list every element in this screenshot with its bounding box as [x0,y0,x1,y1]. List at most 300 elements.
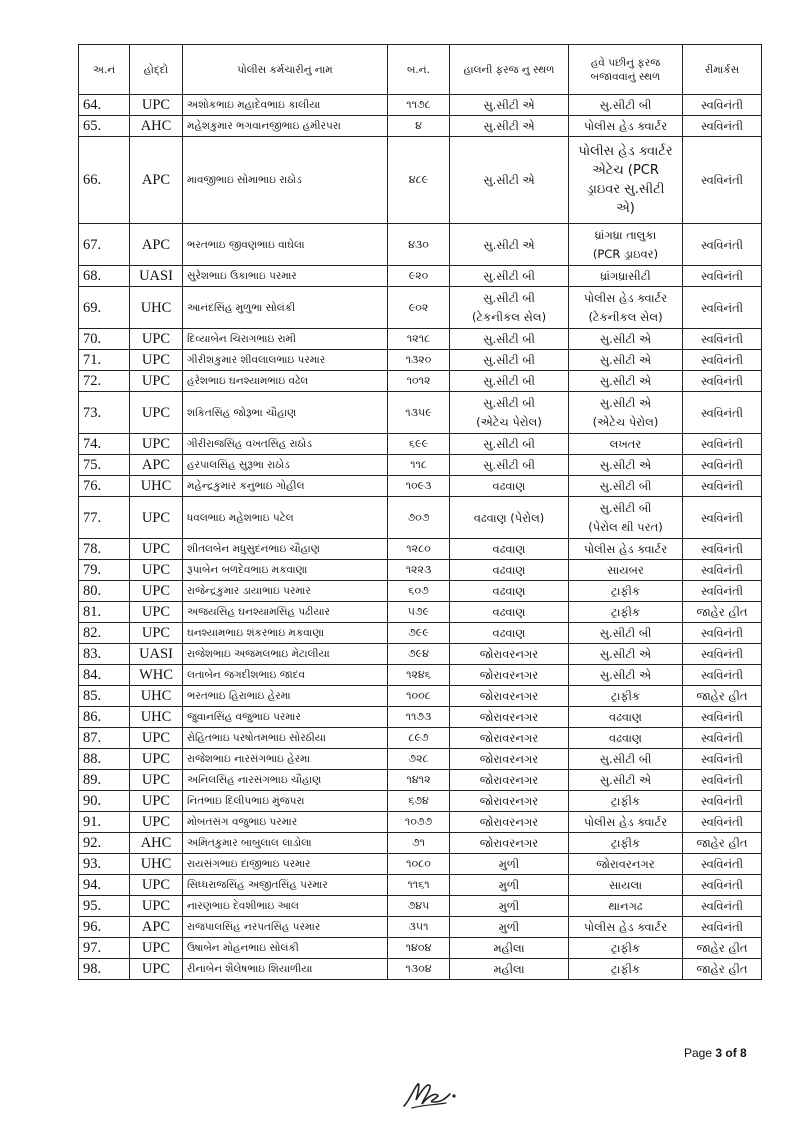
name-cell: નિતભાઇ દિલીપભાઇ મુંજપરા [183,791,388,812]
remarks-cell: સ્વવિનંતી [683,812,762,833]
next-posting-line: એ) [616,201,635,216]
current-posting-line: સુ.સીટી બી [483,374,535,388]
buckle-number-cell: ૭૨૮ [388,749,450,770]
next-posting-line: સુ.સીટી એ [599,773,652,787]
remarks-cell: જાહેર હીત [683,686,762,707]
serial-cell: 96. [79,917,130,938]
current-posting-cell [450,539,569,560]
next-posting-cell [569,938,683,959]
serial-cell: 83. [79,644,130,665]
remarks-cell: જાહેર હીત [683,602,762,623]
current-posting-cell [450,791,569,812]
remarks-cell: સ્વવિનંતી [683,623,762,644]
buckle-number-cell: ૧૦૭૭ [388,812,450,833]
next-posting-line: ટ્રાફીક [610,794,641,808]
serial-cell: 84. [79,665,130,686]
current-posting-line: સુ.સીટી બી [483,269,535,283]
post-cell: UPC [130,434,183,455]
name-cell: સુરેશભાઇ ઉકાભાઇ પરમાર [183,266,388,287]
next-posting-line: સાયબર [607,563,644,577]
table-row [79,938,762,959]
serial-cell: 68. [79,266,130,287]
next-posting-line: ટ્રાફીક [610,584,641,598]
current-posting-line: જોરાવરનગર [479,668,539,682]
post-cell: UASI [130,644,183,665]
name-cell: મહેન્દ્રકુમાર કનુભાઇ ગોહીલ [183,476,388,497]
remarks-cell: સ્વવિનંતી [683,770,762,791]
current-posting-cell [450,497,569,539]
table-row [79,728,762,749]
next-posting-line: (એટેચ પેરોલ) [592,414,659,429]
name-cell: ઘનશ્યામભાઇ શંકરભાઇ મકવાણા [183,623,388,644]
serial-cell: 71. [79,350,130,371]
current-posting-line: જોરાવરનગર [479,731,539,745]
remarks-cell: સ્વવિનંતી [683,917,762,938]
current-posting-cell [450,224,569,266]
remarks-cell: સ્વવિનંતી [683,644,762,665]
next-posting-line: પોલીસ હેડ ક્વાર્ટર [583,542,668,556]
buckle-number-cell: ૧૩૦૪ [388,959,450,980]
table-row [79,665,762,686]
buckle-number-cell: ૬૦૭ [388,581,450,602]
next-posting-cell [569,392,683,434]
current-posting-cell [450,116,569,137]
name-cell: રાજેશભાઇ અજમલભાઇ મેટાલીયા [183,644,388,665]
serial-cell: 72. [79,371,130,392]
current-posting-cell [450,665,569,686]
buckle-number-cell: ૭૪૫ [388,896,450,917]
post-cell: UPC [130,329,183,350]
current-posting-line: વઢવાણ [492,584,526,598]
next-posting-cell [569,770,683,791]
next-posting-cell [569,644,683,665]
post-cell: UPC [130,728,183,749]
post-cell: UPC [130,497,183,539]
buckle-number-cell: ૧૨૮૦ [388,539,450,560]
current-posting-line: વઢવાણ [492,605,526,619]
post-cell: UPC [130,560,183,581]
table-row [79,329,762,350]
next-posting-line: સુ.સીટી બી [599,98,652,112]
next-posting-cell [569,434,683,455]
next-posting-cell [569,224,683,266]
serial-cell: 65. [79,116,130,137]
remarks-cell: સ્વવિનંતી [683,728,762,749]
table-row [79,392,762,434]
serial-cell: 69. [79,287,130,329]
next-posting-cell [569,455,683,476]
serial-cell: 76. [79,476,130,497]
table-row [79,455,762,476]
buckle-number-cell: ૪ [388,116,450,137]
serial-cell: 97. [79,938,130,959]
buckle-number-cell: ૧૩૫૯ [388,392,450,434]
name-cell: ધવલભાઇ મહેશભાઇ પટેલ [183,497,388,539]
post-cell: UPC [130,896,183,917]
current-posting-cell [450,728,569,749]
name-cell: ભરતભાઇ જીવણભાઇ વાઘેલા [183,224,388,266]
buckle-number-cell: ૭૯૪ [388,644,450,665]
post-cell: UHC [130,476,183,497]
current-posting-cell [450,707,569,728]
table-row [79,707,762,728]
header-buckle-number: બ.નં. [388,45,450,95]
header-serial: અ.નં [79,45,130,95]
post-cell: UPC [130,392,183,434]
next-posting-cell [569,875,683,896]
current-posting-cell [450,749,569,770]
current-posting-line: જોરાવરનગર [479,794,539,808]
buckle-number-cell: ૮૯૭ [388,728,450,749]
current-posting-line: મુળી [498,899,520,913]
current-posting-line: મુળી [498,920,520,934]
post-cell: APC [130,917,183,938]
serial-cell: 79. [79,560,130,581]
buckle-number-cell: ૧૧૬૧ [388,875,450,896]
current-posting-line: જોરાવરનગર [479,710,539,724]
table-row [79,371,762,392]
next-posting-cell [569,728,683,749]
current-posting-line: સુ.સીટી બી [483,437,535,451]
table-row [79,770,762,791]
serial-cell: 81. [79,602,130,623]
post-cell: UPC [130,791,183,812]
post-cell: UASI [130,266,183,287]
table-row [79,833,762,854]
post-cell: UPC [130,749,183,770]
table-row [79,116,762,137]
buckle-number-cell: ૭૧ [388,833,450,854]
name-cell: રાજેશભાઇ નારસંગભાઇ હેરમા [183,749,388,770]
remarks-cell: સ્વવિનંતી [683,896,762,917]
next-posting-cell [569,791,683,812]
post-cell: UPC [130,350,183,371]
next-posting-line: (PCR ડ્રાઇવર) [592,246,659,261]
serial-cell: 95. [79,896,130,917]
buckle-number-cell: ૧૦૯૩ [388,476,450,497]
remarks-cell: સ્વવિનંતી [683,854,762,875]
current-posting-line: જોરાવરનગર [479,752,539,766]
next-posting-line: પોલીસ હેડ ક્વાર્ટર [583,290,668,305]
serial-cell: 91. [79,812,130,833]
current-posting-cell [450,137,569,224]
name-cell: મોબતસંગ વજુભાઇ પરમાર [183,812,388,833]
name-cell: રૂપાબેન બળદેવભાઇ મકવાણા [183,560,388,581]
current-posting-line: જોરાવરનગર [479,773,539,787]
remarks-cell: સ્વવિનંતી [683,434,762,455]
post-cell: WHC [130,665,183,686]
next-posting-line: ટ્રાફીક [610,689,641,703]
post-cell: UPC [130,875,183,896]
buckle-number-cell: ૧૦૧૨ [388,371,450,392]
next-posting-line: લખતર [609,437,642,451]
name-cell: રોહિતભાઇ પરષોતમભાઇ સોરઠીયા [183,728,388,749]
remarks-cell: સ્વવિનંતી [683,371,762,392]
table-row [79,875,762,896]
name-cell: અનિલસિંહ નારસંગભાઇ ચૌહાણ [183,770,388,791]
current-posting-cell [450,602,569,623]
next-posting-line: પોલીસ હેડ ક્વાર્ટર [583,920,668,934]
next-posting-line: ડ્રાઇવર સુ.સીટી [586,182,665,197]
table-row [79,497,762,539]
name-cell: હરેશભાઇ ઘનશ્યામભાઇ વઢેલ [183,371,388,392]
next-posting-line: ટ્રાફીક [610,962,641,976]
remarks-cell: સ્વવિનંતી [683,329,762,350]
buckle-number-cell: ૪૩૦ [388,224,450,266]
next-posting-cell [569,581,683,602]
current-posting-cell [450,959,569,980]
table-row [79,350,762,371]
table-row [79,917,762,938]
serial-cell: 89. [79,770,130,791]
buckle-number-cell: ૯૦૨ [388,287,450,329]
post-cell: UPC [130,581,183,602]
remarks-cell: સ્વવિનંતી [683,455,762,476]
page-current: 3 [715,1046,723,1060]
name-cell: રાજપાલસિંહ નરપતસિંહ પરમાર [183,917,388,938]
post-cell: APC [130,455,183,476]
serial-cell: 77. [79,497,130,539]
current-posting-cell [450,875,569,896]
table-row [79,224,762,266]
current-posting-cell [450,371,569,392]
next-posting-line: (ટેકનીકલ સેલ) [588,309,663,324]
name-cell: અજયસિંહ ઘનશ્યામસિંહ પઢીયાર [183,602,388,623]
serial-cell: 86. [79,707,130,728]
serial-cell: 80. [79,581,130,602]
serial-cell: 74. [79,434,130,455]
post-cell: UPC [130,539,183,560]
table-row [79,476,762,497]
header-name: પોલીસ કર્મચારીનું નામ [183,45,388,95]
next-posting-line: ધ્રાંગધ્રાસીટી [600,269,651,283]
serial-cell: 87. [79,728,130,749]
current-posting-cell [450,392,569,434]
serial-cell: 73. [79,392,130,434]
current-posting-line: જોરાવરનગર [479,815,539,829]
buckle-number-cell: ૧૨૨૩ [388,560,450,581]
current-posting-cell [450,350,569,371]
remarks-cell: સ્વવિનંતી [683,581,762,602]
current-posting-cell [450,833,569,854]
remarks-cell: સ્વવિનંતી [683,137,762,224]
name-cell: સિધ્ધરાજસિંહ અજીતસિંહ પરમાર [183,875,388,896]
post-cell: AHC [130,833,183,854]
buckle-number-cell: ૭૦૭ [388,497,450,539]
remarks-cell: સ્વવિનંતી [683,95,762,116]
next-posting-cell [569,959,683,980]
next-posting-cell [569,749,683,770]
name-cell: રીનાબેન શૈલેષભાઇ શિયાળીયા [183,959,388,980]
buckle-number-cell: ૬૯૯ [388,434,450,455]
serial-cell: 85. [79,686,130,707]
name-cell: નારણભાઇ દેવશીભાઇ આલ [183,896,388,917]
header-next-posting: હવે પછીનું ફરજ બજાવવાનું સ્થળ [569,45,683,95]
post-cell: UPC [130,623,183,644]
current-posting-cell [450,686,569,707]
page-number [684,1046,747,1060]
current-posting-cell [450,560,569,581]
serial-cell: 98. [79,959,130,980]
name-cell: મહેશકુમાર ભગવાનજીભાઇ હમીરપરા [183,116,388,137]
post-cell: APC [130,137,183,224]
serial-cell: 64. [79,95,130,116]
table-row [79,95,762,116]
name-cell: ગીરીશકુમાર શીવલાલભાઇ પરમાર [183,350,388,371]
name-cell: રાજેન્દ્રકુમાર ડાયાભાઇ પરમાર [183,581,388,602]
current-posting-line: સુ.સીટી એ [483,237,535,252]
serial-cell: 88. [79,749,130,770]
next-posting-cell [569,287,683,329]
next-posting-line: ટ્રાફીક [610,941,641,955]
buckle-number-cell: ૧૨૧૮ [388,329,450,350]
buckle-number-cell: ૧૨૪૬ [388,665,450,686]
current-posting-cell [450,917,569,938]
next-posting-line: સુ.સીટી એ [599,668,652,682]
post-cell: UHC [130,854,183,875]
name-cell: અમિતકુમાર બાબુલાલ લાડોલા [183,833,388,854]
remarks-cell: સ્વવિનંતી [683,791,762,812]
post-cell: APC [130,224,183,266]
current-posting-line: જોરાવરનગર [479,836,539,850]
next-posting-line: સુ.સીટી બી [599,626,652,640]
next-posting-cell [569,707,683,728]
name-cell: લતાબેન જગદીશભાઇ જાદવ [183,665,388,686]
next-posting-line: સુ.સીટી એ [599,395,652,410]
current-posting-line: સુ.સીટી બી [483,353,535,367]
current-posting-cell [450,476,569,497]
current-posting-cell [450,266,569,287]
serial-cell: 90. [79,791,130,812]
transfer-list-sheet [78,44,761,980]
next-posting-cell [569,137,683,224]
next-posting-line: ટ્રાફીક [610,605,641,619]
next-posting-line: સુ.સીટી બી [599,752,652,766]
buckle-number-cell: ૧૧૮ [388,455,450,476]
serial-cell: 66. [79,137,130,224]
buckle-number-cell: ૯૨૦ [388,266,450,287]
next-posting-cell [569,854,683,875]
next-posting-cell [569,686,683,707]
current-posting-line: જોરાવરનગર [479,689,539,703]
name-cell: જુવાનસિંહ વજુભાઇ પરમાર [183,707,388,728]
buckle-number-cell: ૧૦૦૮ [388,686,450,707]
remarks-cell: સ્વવિનંતી [683,539,762,560]
current-posting-line: વઢવાણ [492,479,526,493]
current-posting-line: મુળી [498,878,520,892]
current-posting-line: સુ.સીટી એ [483,173,535,187]
current-posting-cell [450,812,569,833]
page-label: Page [684,1046,716,1060]
serial-cell: 93. [79,854,130,875]
table-header-row [79,45,762,95]
current-posting-line: સુ.સીટી બી [483,332,535,346]
serial-cell: 94. [79,875,130,896]
buckle-number-cell: ૧૦૮૦ [388,854,450,875]
name-cell: રાયસંગભાઇ દાજીભાઇ પરમાર [183,854,388,875]
next-posting-cell [569,266,683,287]
table-row [79,539,762,560]
next-posting-line: વઢવાણ [609,710,642,724]
next-posting-cell [569,602,683,623]
current-posting-line: વઢવાણ [492,542,526,556]
name-cell: હરપાલસિંહ સુરૂભા રાઠોડ [183,455,388,476]
serial-cell: 78. [79,539,130,560]
page-of: of [722,1046,741,1060]
current-posting-line: મહીલા [493,962,525,976]
post-cell: UHC [130,707,183,728]
serial-cell: 92. [79,833,130,854]
remarks-cell: સ્વવિનંતી [683,497,762,539]
post-cell: UHC [130,686,183,707]
post-cell: UPC [130,938,183,959]
current-posting-cell [450,770,569,791]
name-cell: માવજીભાઇ સોમાભાઇ રાઠોડ [183,137,388,224]
current-posting-line: જોરાવરનગર [479,647,539,661]
buckle-number-cell: ૩૫૧ [388,917,450,938]
table-row [79,854,762,875]
next-posting-line: સુ.સીટી એ [599,458,652,472]
name-cell: ગીરીરાજસિંહ વખતસિંહ રાઠોડ [183,434,388,455]
remarks-cell: જાહેર હીત [683,959,762,980]
name-cell: આનંદસિંહ મુળુભા સોલંકી [183,287,388,329]
post-cell: UPC [130,959,183,980]
name-cell: દિવ્યાબેન ચિરાગભાઇ રામી [183,329,388,350]
next-posting-line: સુ.સીટી એ [599,332,652,346]
next-posting-line: પોલીસ હેડ ક્વાર્ટર [583,815,668,829]
next-posting-cell [569,371,683,392]
next-posting-cell [569,350,683,371]
current-posting-cell [450,896,569,917]
current-posting-line: વઢવાણ (પેરોલ) [473,510,545,525]
serial-cell: 67. [79,224,130,266]
table-row [79,749,762,770]
next-posting-line: થાનગઢ [608,899,643,913]
remarks-cell: સ્વવિનંતી [683,266,762,287]
signature-icon [398,1072,462,1114]
next-posting-line: પોલીસ હેડ ક્વાર્ટર [583,119,668,133]
current-posting-line: મહીલા [493,941,525,955]
buckle-number-cell: ૧૧૭૩ [388,707,450,728]
next-posting-cell [569,623,683,644]
remarks-cell: સ્વવિનંતી [683,707,762,728]
post-cell: UPC [130,770,183,791]
table-row [79,602,762,623]
current-posting-cell [450,455,569,476]
next-posting-cell [569,560,683,581]
next-posting-line: સુ.સીટી એ [599,374,652,388]
buckle-number-cell: ૫૭૯ [388,602,450,623]
buckle-number-cell: ૧૧૭૮ [388,95,450,116]
header-remarks: રીમાર્કસ [683,45,762,95]
current-posting-line: સુ.સીટી બી [483,290,535,305]
next-posting-cell [569,116,683,137]
post-cell: UPC [130,812,183,833]
name-cell: ઉષાબેન મોહનભાઇ સોલંકી [183,938,388,959]
current-posting-line: (ટેકનીકલ સેલ) [471,309,547,324]
current-posting-line: સુ.સીટી બી [483,395,535,410]
next-posting-line: ટ્રાફીક [610,836,641,850]
serial-cell: 70. [79,329,130,350]
name-cell: શકિતસિંહ જોરૂભા ચૌહાણ [183,392,388,434]
table-row [79,623,762,644]
next-posting-line: વઢવાણ [609,731,642,745]
post-cell: UPC [130,95,183,116]
next-posting-line: ધ્રાંગધ્રા તાલુકા [594,227,657,242]
next-posting-cell [569,95,683,116]
next-posting-cell [569,476,683,497]
remarks-cell: જાહેર હીત [683,938,762,959]
